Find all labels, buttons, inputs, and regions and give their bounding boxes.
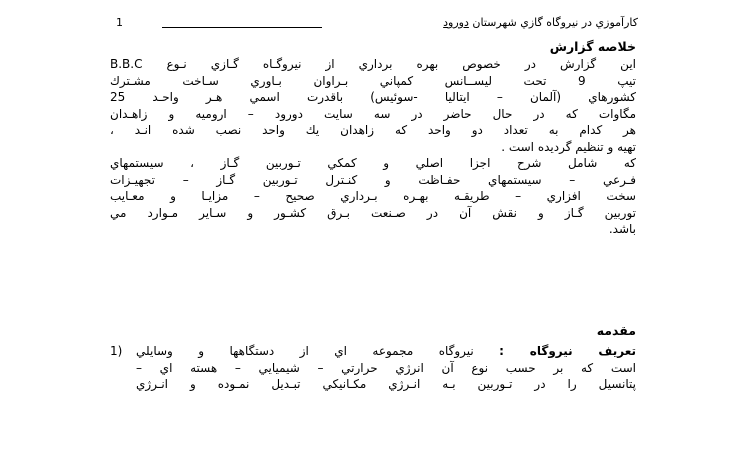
text-line	[136, 343, 636, 360]
summary-heading: خلاصه گزارش	[549, 39, 636, 54]
header-title-city: دورود	[443, 16, 469, 29]
text-line: كشورهاي (آلمان – ايتاليا -سوئيس) باقدرت اسمي هـر واحـد 25	[110, 90, 636, 104]
summary-paragraph-2	[110, 155, 636, 238]
page-header	[112, 14, 638, 32]
header-title-prefix: كارآموزي در نيروگاه گازي شهرستان	[472, 16, 638, 29]
definition-list-item	[110, 343, 636, 393]
definition-text: نيروگاه مجموعه اي از دستگاهها و وسايلي	[136, 344, 474, 358]
text-line: هر كدام به تعداد دو واحد كه زاهدان يك واحد نصب شده انـد ،	[110, 123, 636, 137]
text-line: است كه بر حسب نوع آن انرژي حرارتي – شيميايي – هسته اي –	[136, 360, 636, 375]
text-line: تيپ 9 تحت ليســانس كمپاني بـراوان بـاوري سـاخت مشـترك	[110, 73, 637, 88]
text-line: باشد.	[608, 222, 636, 236]
definition-term: تعريف نيروگاه :	[499, 344, 636, 358]
list-item-body	[136, 343, 636, 393]
text-line: تهيه و تنظيم گرديده است .	[501, 139, 636, 154]
header-rule	[162, 27, 322, 28]
text-line: فـرعي – سيستمهاي حفـاظت و كنـترل تـوربين گـاز – تجهيـزات	[110, 172, 636, 187]
summary-paragraph-1	[110, 56, 636, 155]
text-line: توربين گـاز و نقش آن در صـنعت بـرق كشـور و سـاير مـوارد مي	[110, 205, 636, 220]
text-line: پتانسيل را در تـوربين بـه انـرژي مكـانيكي تبـديل نمـوده و انـرژي	[136, 377, 636, 391]
text-line: سخت افزاري – طريقـه بهـره بـرداري صحيح – مزايـا و معـايب	[110, 189, 636, 203]
text-line: مگاوات كه در حال حاضر در سه سايت دورود – اروميه و زاهـدان	[110, 106, 636, 121]
text-line: اين گزارش در خصوص بهره برداري از نيروگـاه گـازي نـوع B.B.C	[110, 57, 636, 71]
introduction-heading: مقدمه	[596, 323, 636, 338]
page-number: 1	[116, 16, 123, 29]
list-item-number: 1)	[110, 344, 123, 358]
header-title	[443, 16, 638, 29]
text-line: كه شامل شرح اجزا اصلي و كمكي تـوربين گـاز ، سيستمهاي	[110, 156, 636, 170]
